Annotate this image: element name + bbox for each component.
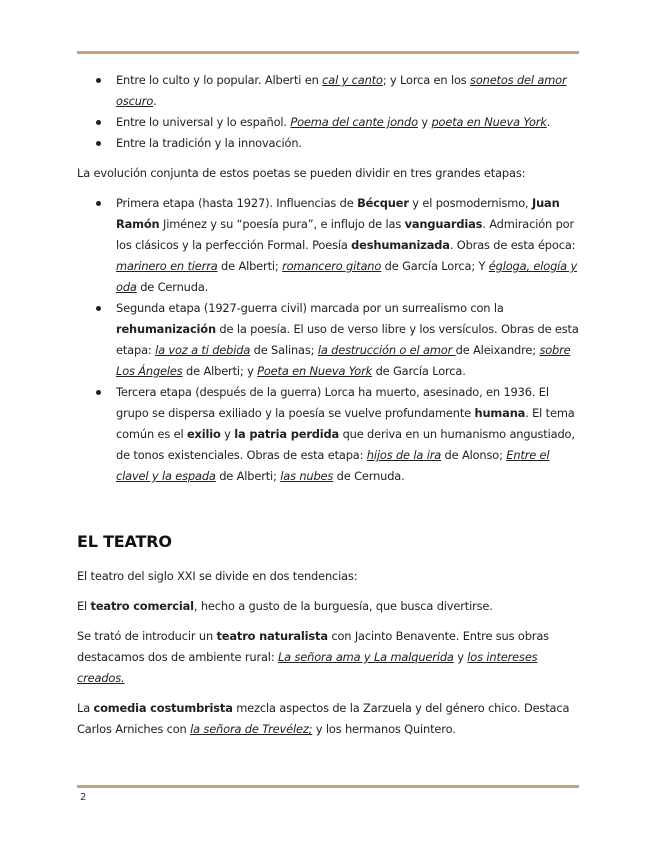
footer-rule — [77, 785, 579, 788]
document-body — [77, 70, 579, 749]
teatro-paragraph: La comedia costumbrista mezcla aspectos de la Zarzuela y del género chico. Destaca Carlos Arniches con la señora de Trevélez; y los hermanos Quintero. — [77, 701, 570, 736]
list-item: Entre lo universal y lo español. Poema del cante jondo y poeta en Nueva York. — [77, 112, 579, 133]
teatro-paragraph: Se trató de introducir un teatro naturalista con Jacinto Benavente. Entre sus obras destacamos dos de ambiente rural: La señora ama y La malquerida y los intereses creados. — [77, 629, 549, 685]
section-heading: EL TEATRO — [77, 532, 172, 551]
teatro-paragraph: El teatro del siglo XXI se divide en dos tendencias: — [77, 569, 358, 583]
teatro-paragraph: El teatro comercial, hecho a gusto de la burguesía, que busca divertirse. — [77, 599, 493, 613]
page-number: 2 — [80, 792, 87, 803]
contrast-list — [77, 70, 579, 154]
list-item: Primera etapa (hasta 1927). Influencias de Bécquer y el posmodernismo, Juan Ramón Jiménez y su “poesía pura”, e influjo de las vanguardias. Admiración por los clásicos y la perfección Formal. Poesía deshumanizada. Obras de esta época: marinero en tierra de Alberti; romancero gitano de García Lorca; Y égloga, elogía y oda de Cernuda. — [77, 193, 579, 298]
list-item: Entre lo culto y lo popular. Alberti en cal y canto; y Lorca en los sonetos del amor oscuro. — [77, 70, 579, 112]
stages-list — [77, 193, 579, 487]
list-item: Segunda etapa (1927-guerra civil) marcada por un surrealismo con la rehumanización de la poesía. El uso de verso libre y los versículos. Obras de esta etapa: la voz a ti debida de Salinas; la destrucción o el amor de Aleixandre; sobre Los Ángeles de Alberti; y Poeta en Nueva York de García Lorca. — [77, 298, 579, 382]
list-item: Tercera etapa (después de la guerra) Lorca ha muerto, asesinado, en 1936. El grupo se dispersa exiliado y la poesía se vuelve profundamente humana. El tema común es el exilio y la patria perdida que deriva en un humanismo angustiado, de tonos existenciales. Obras de esta etapa: hijos de la ira de Alonso; Entre el clavel y la espada de Alberti; las nubes de Cernuda. — [77, 382, 579, 487]
header-rule — [77, 51, 579, 54]
intro-paragraph: La evolución conjunta de estos poetas se pueden dividir en tres grandes etapas: — [77, 166, 526, 180]
list-item: Entre la tradición y la innovación. — [77, 133, 579, 154]
